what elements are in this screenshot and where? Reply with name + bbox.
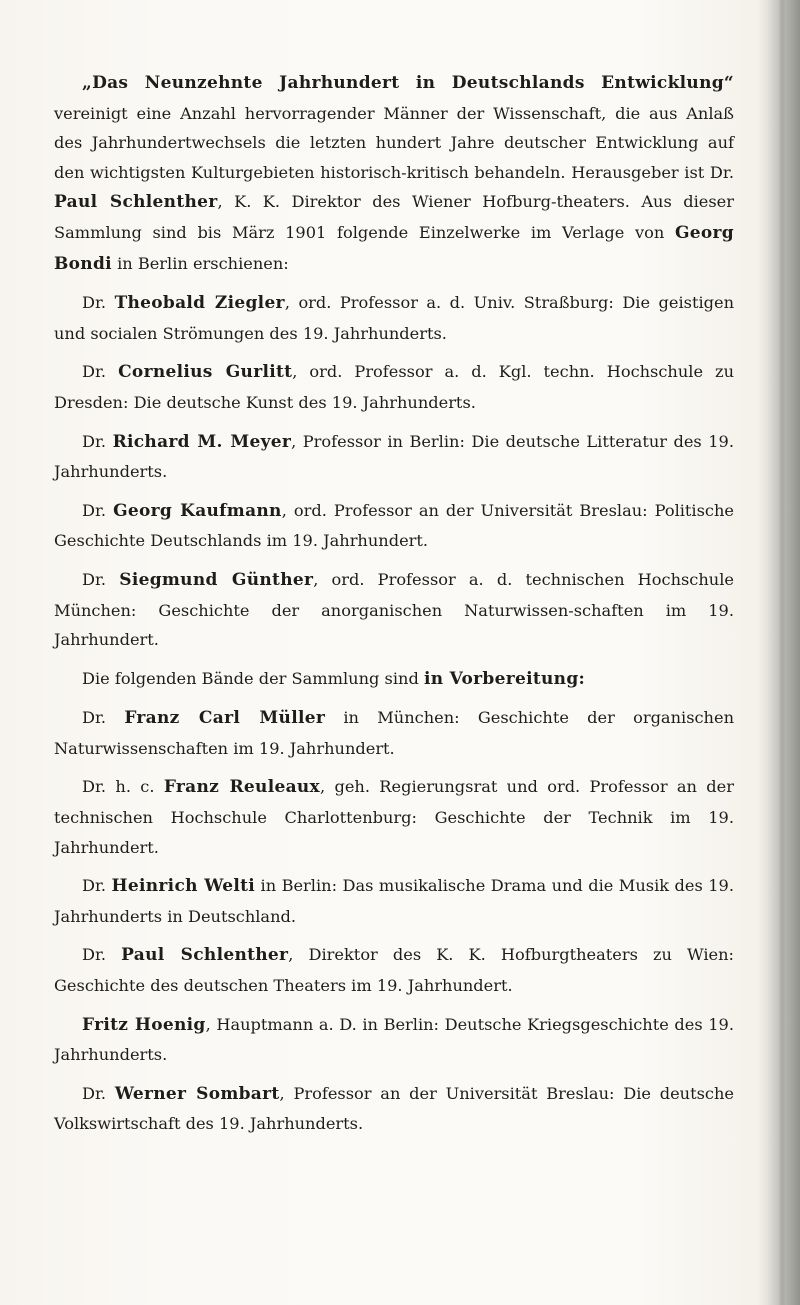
preparation-entry bbox=[54, 772, 734, 862]
entry-prefix: Dr. bbox=[82, 431, 113, 451]
author-name: Fritz Hoenig bbox=[82, 1014, 206, 1035]
author-name: Georg Kaufmann bbox=[113, 500, 282, 521]
entry-text: , ord. Professor an der Universität Breslau: Politische Geschichte Deutschlands im 19. Jahrhundert. bbox=[54, 500, 734, 551]
entry-text: in Berlin: Das musikalische Drama und die Musik des 19. Jahrhunderts in Deutschland. bbox=[54, 876, 734, 926]
entry-prefix: Dr. bbox=[82, 293, 115, 313]
author-name: Paul Schlenther bbox=[121, 945, 289, 966]
intro-text-2: , K. K. Direktor des Wiener Hofburg-theaters. Aus dieser Sammlung sind bis März 1901 folgende Einzelwerke im Verlage von bbox=[54, 192, 734, 242]
entry-text: , Direktor des K. K. Hofburgtheaters zu Wien: Geschichte des deutschen Theaters im 19. Jahrhundert. bbox=[54, 945, 734, 996]
entry-prefix: Dr. bbox=[82, 945, 122, 965]
entry-text: in München: Geschichte der organischen Naturwissenschaften im 19. Jahrhundert. bbox=[54, 708, 734, 758]
entry-text: , Hauptmann a. D. in Berlin: Deutsche Kriegsgeschichte des 19. Jahrhunderts. bbox=[54, 1014, 734, 1065]
author-name: Franz Reuleaux bbox=[163, 777, 320, 798]
entry-prefix: Dr. bbox=[82, 362, 119, 382]
entry-text: , ord. Professor a. d. Univ. Straßburg: Die geistigen und socialen Strömungen des 19. Jahrhunderts. bbox=[54, 293, 735, 343]
published-entry bbox=[54, 427, 734, 487]
author-name: Heinrich Welti bbox=[111, 876, 256, 897]
publisher-name: Georg Bondi bbox=[54, 222, 734, 274]
prep-heading-bold: in Vorbereitung: bbox=[423, 668, 586, 689]
entry-text: , geh. Regierungsrat und ord. Professor an der technischen Hochschule Charlottenburg: Geschichte der Technik im 19. Jahrhundert. bbox=[54, 777, 734, 857]
entry-prefix: Dr. bbox=[82, 569, 120, 589]
advertisement-text bbox=[54, 68, 734, 1139]
author-name: Siegmund Günther bbox=[119, 569, 314, 590]
series-title: „Das Neunzehnte Jahrhundert in Deutschlands Entwicklung“ bbox=[82, 73, 734, 93]
author-name: Theobald Ziegler bbox=[114, 293, 285, 314]
author-name: Richard M. Meyer bbox=[112, 431, 292, 452]
editor-name: Paul Schlenther bbox=[54, 192, 218, 213]
entry-prefix: Dr. bbox=[82, 1083, 115, 1103]
author-name: Werner Sombart bbox=[114, 1083, 280, 1104]
author-name: Cornelius Gurlitt bbox=[118, 362, 293, 383]
preparation-entry bbox=[54, 703, 734, 763]
author-name: Franz Carl Müller bbox=[124, 708, 326, 729]
intro-paragraph bbox=[54, 68, 734, 279]
entry-prefix: Dr. bbox=[82, 876, 112, 896]
published-entry bbox=[54, 565, 734, 655]
published-entry bbox=[54, 496, 734, 556]
entry-text: , ord. Professor a. d. Kgl. techn. Hochschule zu Dresden: Die deutsche Kunst des 19. Jahrhunderts. bbox=[54, 362, 734, 412]
entry-prefix: Dr. h. c. bbox=[82, 777, 164, 797]
preparation-entry bbox=[54, 1079, 734, 1139]
preparation-entry bbox=[54, 871, 734, 931]
entry-prefix: Dr. bbox=[82, 500, 114, 520]
preparation-entry bbox=[54, 940, 734, 1000]
preparation-entry bbox=[54, 1010, 734, 1070]
published-entry bbox=[54, 357, 734, 417]
page-edge-shadow bbox=[778, 0, 786, 1305]
preparation-heading bbox=[54, 664, 734, 695]
entry-prefix: Dr. bbox=[82, 708, 125, 728]
intro-text-1: vereinigt eine Anzahl hervorragender Männer der Wissenschaft, die aus Anlaß des Jahrhundertwechsels die letzten hundert Jahre deutscher Entwicklung auf den wichtigsten Kulturgebieten historisch-kritisch behandeln. Herausgeber ist Dr. bbox=[54, 103, 734, 182]
intro-text-3: in Berlin erschienen: bbox=[111, 253, 289, 273]
prep-heading-text: Die folgenden Bände der Sammlung sind bbox=[82, 668, 424, 688]
entry-text: , ord. Professor a. d. technischen Hochschule München: Geschichte der anorganischen Naturwissen-schaften im 19. Jahrhundert. bbox=[54, 569, 734, 650]
entry-text: , Professor in Berlin: Die deutsche Litteratur des 19. Jahrhunderts. bbox=[54, 431, 734, 482]
published-entry bbox=[54, 288, 734, 348]
entry-text: , Professor an der Universität Breslau: Die deutsche Volkswirtschaft des 19. Jahrhunderts. bbox=[54, 1083, 734, 1134]
